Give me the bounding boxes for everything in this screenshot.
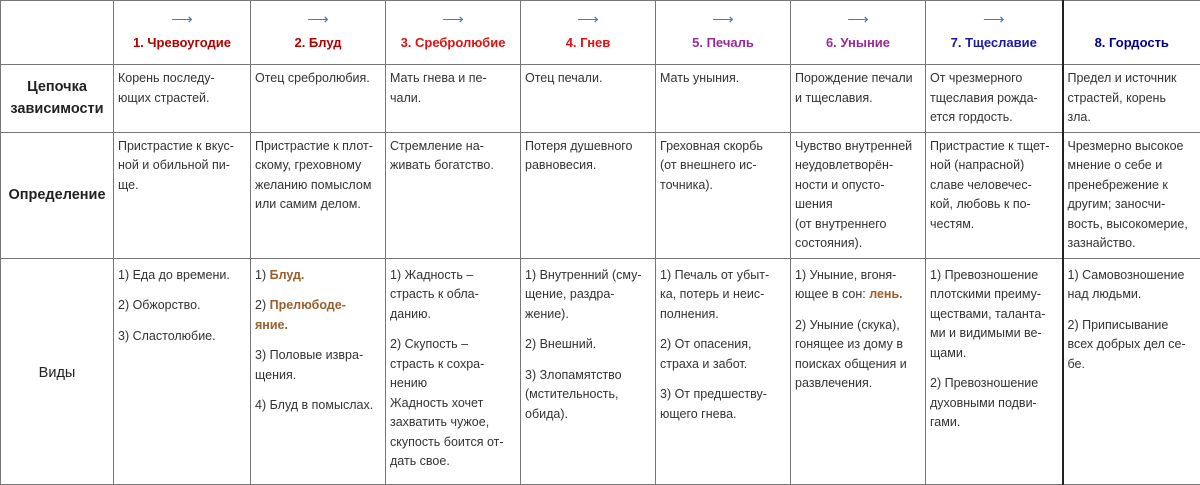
text-line: Корень последу- — [118, 71, 215, 85]
vice-title: 8. Гордость — [1094, 35, 1169, 50]
text-line: нению — [390, 376, 428, 390]
paragraph — [1068, 266, 1197, 305]
row-header: Виды — [1, 258, 114, 485]
paragraph — [660, 385, 786, 424]
table-cell — [1063, 65, 1200, 133]
text-line: точника). — [660, 177, 713, 192]
paragraph — [390, 137, 516, 176]
text-line: шения — [795, 197, 833, 211]
text-line: гами. — [930, 415, 961, 429]
table-cell — [656, 65, 791, 133]
text-segment: 1) — [255, 267, 270, 282]
text-line: Потеря душевного — [525, 138, 633, 153]
text-line: или самим делом. — [255, 197, 361, 211]
table-cell — [791, 258, 926, 485]
vice-header-5 — [656, 1, 791, 65]
vice-header-6 — [791, 1, 926, 65]
text-line: над людьми. — [1067, 287, 1142, 301]
vice-header-4 — [521, 1, 656, 65]
text-line: 1) Внутренний (сму- — [525, 267, 642, 282]
vice-title: 3. Сребролюбие — [400, 35, 506, 50]
text-line: зазнайство. — [1067, 236, 1136, 250]
text-line: Мать гнева и пе- — [390, 71, 487, 85]
text-line: (мстительность, — [525, 387, 619, 401]
text-line: Отец печали. — [525, 71, 603, 85]
text-line: страсть к сохра- — [390, 356, 485, 371]
arrow-right-icon: ⟶ — [442, 11, 464, 28]
table-cell — [114, 132, 251, 258]
paragraph — [660, 69, 786, 89]
text-line — [795, 285, 921, 305]
text-line: захватить чужое, — [390, 415, 490, 429]
text-line: 3) Злопамятство — [525, 367, 622, 382]
paragraph — [525, 366, 651, 425]
text-line: духовными подви- — [930, 395, 1037, 410]
text-line — [255, 266, 381, 286]
text-line: пренебрежение к — [1067, 177, 1168, 192]
text-line: ется гордость. — [930, 110, 1013, 124]
paragraph — [1068, 137, 1197, 254]
vice-header-3 — [386, 1, 521, 65]
text-line: плотскими преиму- — [930, 287, 1042, 301]
text-line: Пристрастие к вкус- — [118, 138, 234, 153]
text-line: вость, высокомерие, — [1067, 216, 1188, 231]
table-cell — [656, 132, 791, 258]
text-line: другим; заносчи- — [1067, 197, 1166, 211]
text-line: состояния). — [795, 236, 863, 250]
text-segment: 2) — [255, 298, 270, 312]
table-cell — [521, 132, 656, 258]
paragraph — [795, 266, 921, 305]
table-row — [1, 65, 1200, 133]
table-cell — [926, 258, 1063, 485]
paragraph — [525, 69, 651, 89]
text-line: Чувство внутренней — [795, 138, 913, 153]
vice-title: 6. Уныние — [825, 35, 891, 50]
text-line: 4) Блуд в помыслах. — [255, 398, 374, 412]
arrow-right-icon: ⟶ — [171, 11, 193, 28]
text-line: 1) Уныние, вгоня- — [795, 267, 897, 282]
text-line: (от внешнего ис- — [660, 158, 757, 172]
paragraph — [525, 266, 651, 325]
text-line: Жадность хочет — [390, 395, 484, 410]
vice-title: 5. Печаль — [692, 35, 754, 50]
text-line: полнения. — [660, 306, 719, 321]
text-line: 2) От опасения, — [660, 337, 752, 351]
text-line: страсть к обла- — [390, 287, 479, 301]
vice-title: 2. Блуд — [294, 35, 342, 50]
paragraph — [795, 69, 921, 108]
text-line: щами. — [930, 345, 967, 360]
text-line: живать богатство. — [390, 158, 494, 172]
paragraph — [255, 69, 381, 89]
paragraph — [390, 266, 516, 325]
table-cell — [1063, 132, 1200, 258]
paragraph — [660, 137, 786, 196]
text-line: 3) Половые извра- — [255, 348, 364, 362]
paragraph — [930, 69, 1058, 128]
text-line: скупость боится от- — [390, 434, 504, 449]
table-cell — [791, 65, 926, 133]
paragraph — [525, 335, 651, 355]
text-line: честям. — [930, 216, 975, 231]
text-line: ющих страстей. — [118, 90, 210, 105]
paragraph — [795, 316, 921, 394]
paragraph — [1068, 69, 1197, 128]
table-cell — [251, 132, 386, 258]
table-row — [1, 258, 1200, 485]
paragraph — [795, 137, 921, 254]
text-line: 1) Самовозношение — [1067, 267, 1185, 282]
text-line: Отец сребролюбия. — [255, 71, 370, 85]
text-line: Пристрастие к тщет- — [930, 138, 1050, 153]
text-line: ка, потерь и неис- — [660, 287, 765, 301]
text-line: равновесия. — [525, 158, 597, 172]
table-cell — [521, 258, 656, 485]
table-cell — [1063, 258, 1200, 485]
table-cell — [521, 65, 656, 133]
row-header: Определение — [1, 132, 114, 258]
text-line: 1) Жадность – — [390, 267, 474, 282]
paragraph — [390, 69, 516, 108]
text-line: 2) Обжорство. — [118, 298, 201, 312]
arrow-right-icon: ⟶ — [307, 11, 329, 28]
paragraph — [118, 137, 246, 196]
table-cell — [656, 258, 791, 485]
text-line: скому, греховному — [255, 158, 362, 172]
text-line: щение, раздра- — [525, 287, 615, 301]
text-line: жение). — [525, 306, 569, 321]
text-line: 1) Превозношение — [930, 267, 1039, 282]
text-line: Чрезмерно высокое — [1067, 138, 1184, 153]
text-line: ной и обильной пи- — [118, 158, 230, 172]
highlighted-term: лень. — [869, 287, 903, 301]
vice-header-7 — [926, 1, 1063, 65]
text-line: страстей, корень — [1067, 90, 1166, 105]
text-line: 2) Превозношение — [930, 376, 1039, 390]
highlighted-term: яние. — [255, 317, 288, 332]
paragraph — [255, 296, 381, 335]
paragraph — [390, 335, 516, 472]
text-line: 2) Уныние (скука), — [795, 317, 900, 332]
paragraph — [255, 137, 381, 215]
text-line: кой, любовь к по- — [930, 197, 1031, 211]
paragraph — [118, 266, 246, 286]
paragraph — [660, 266, 786, 325]
text-line — [255, 296, 381, 316]
text-line: Порождение печали — [795, 71, 913, 85]
highlighted-term: Блуд. — [269, 267, 305, 282]
text-line: дать свое. — [390, 454, 450, 468]
text-line: Пристрастие к плот- — [255, 138, 373, 153]
corner-cell — [1, 1, 114, 65]
paragraph — [118, 327, 246, 347]
paragraph — [525, 137, 651, 176]
text-line: 2) Скупость – — [390, 337, 469, 351]
text-line: страха и забот. — [660, 356, 748, 371]
header-row — [1, 1, 1200, 65]
text-line: ности и опусто- — [795, 177, 885, 192]
paragraph — [930, 137, 1058, 235]
table-cell — [926, 132, 1063, 258]
vice-header-1 — [114, 1, 251, 65]
vice-title: 7. Тщеславие — [950, 35, 1037, 50]
text-line: 1) Еда до времени. — [118, 267, 230, 282]
text-line: неудовлетворён- — [795, 158, 894, 172]
text-line: 2) Внешний. — [525, 337, 597, 351]
arrow-right-icon: ⟶ — [577, 11, 599, 28]
text-line: данию. — [390, 306, 431, 321]
text-line: От чрезмерного — [930, 71, 1023, 85]
arrow-right-icon: ⟶ — [712, 11, 734, 28]
paragraph — [255, 266, 381, 286]
arrow-right-icon: ⟶ — [982, 11, 1005, 28]
table-cell — [251, 65, 386, 133]
text-line: всех добрых дел се- — [1067, 337, 1186, 351]
table-cell — [386, 132, 521, 258]
text-line: обида). — [525, 406, 568, 421]
text-line: Греховная скорбь — [660, 138, 763, 153]
vice-header-8 — [1063, 1, 1200, 65]
text-line: щения. — [255, 367, 297, 382]
text-segment: ющее в сон: — [795, 287, 870, 301]
paragraph — [255, 346, 381, 385]
text-line: Мать уныния. — [660, 71, 740, 85]
text-line: бе. — [1067, 356, 1085, 371]
table-cell — [114, 258, 251, 485]
table-row — [1, 132, 1200, 258]
text-line: Предел и источник — [1067, 71, 1177, 85]
table-cell — [251, 258, 386, 485]
text-line: 3) От предшеству- — [660, 387, 767, 401]
table-cell — [926, 65, 1063, 133]
text-line: чали. — [390, 90, 422, 105]
paragraph — [930, 266, 1058, 364]
text-line: гонящее из дому в — [795, 337, 903, 351]
text-line: Стремление на- — [390, 138, 484, 153]
text-line: желанию помыслом — [255, 177, 372, 192]
text-line: славе человечес- — [930, 177, 1032, 192]
text-line: 1) Печаль от убыт- — [660, 267, 770, 282]
text-line: (от внутреннего — [795, 216, 887, 231]
text-line: ной (напрасной) — [930, 158, 1025, 172]
paragraph — [660, 335, 786, 374]
text-line: ми и видимыми ве- — [930, 326, 1042, 340]
paragraph — [930, 374, 1058, 433]
text-line: мнение о себе и — [1067, 158, 1163, 172]
text-line: развлечения. — [795, 376, 873, 390]
text-line: 2) Приписывание — [1067, 317, 1169, 332]
table-cell — [791, 132, 926, 258]
highlighted-term: Прелюбоде- — [269, 298, 346, 312]
text-line: ществами, таланта- — [930, 306, 1046, 321]
text-line: 3) Сластолюбие. — [118, 328, 216, 343]
text-line: поисках общения и — [795, 356, 907, 371]
vice-title: 4. Гнев — [565, 35, 611, 50]
text-line — [255, 316, 381, 336]
text-line: ющего гнева. — [660, 406, 737, 421]
text-line: тщеславия рожда- — [930, 90, 1038, 105]
paragraph — [118, 69, 246, 108]
text-line: ще. — [118, 177, 139, 192]
text-line: и тщеславия. — [795, 90, 873, 105]
arrow-right-icon — [1064, 7, 1200, 33]
paragraph — [1068, 316, 1197, 375]
vice-header-2 — [251, 1, 386, 65]
table-cell — [386, 258, 521, 485]
table-cell — [386, 65, 521, 133]
paragraph — [118, 296, 246, 316]
text-line: зла. — [1067, 110, 1091, 124]
vice-title: 1. Чревоугодие — [132, 35, 232, 50]
paragraph — [255, 396, 381, 416]
table-cell — [114, 65, 251, 133]
arrow-right-icon: ⟶ — [847, 11, 869, 28]
row-header: Цепочка зависимости — [1, 65, 114, 133]
